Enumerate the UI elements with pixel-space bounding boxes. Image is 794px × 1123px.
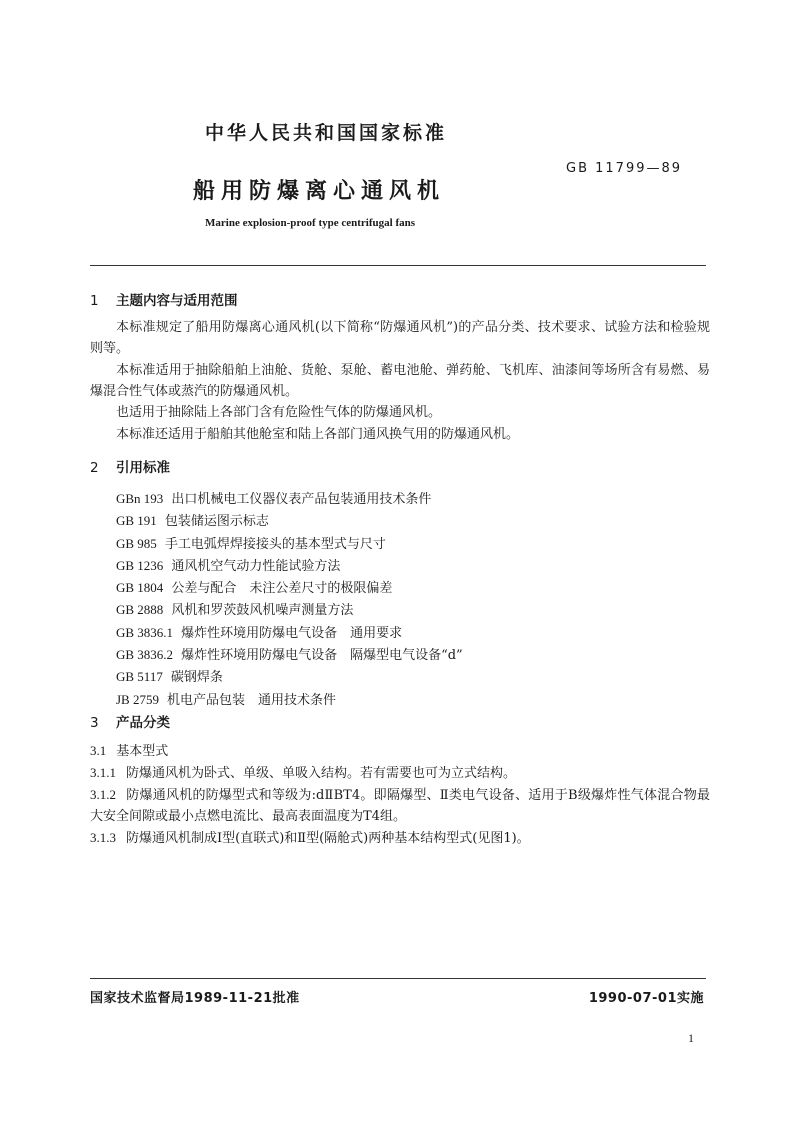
header-divider <box>90 265 706 266</box>
national-standard-heading: 中华人民共和国国家标准 <box>205 122 448 144</box>
clause-text: 基本型式 <box>116 744 169 759</box>
list-item <box>116 577 463 599</box>
list-item <box>116 533 463 555</box>
approval-date: 国家技术监督局1989-11-21批准 <box>90 991 300 1006</box>
section-number: 3 <box>90 715 99 731</box>
section-title: 主题内容与适用范围 <box>116 293 238 309</box>
standard-code: JB 2759 <box>116 691 159 707</box>
clause <box>90 762 710 784</box>
section-title: 引用标准 <box>116 460 170 476</box>
section-1-heading <box>90 289 238 309</box>
list-item <box>116 644 463 666</box>
clause-number: 3.1.2 <box>90 787 116 802</box>
standard-code: GB 2888 <box>116 602 164 618</box>
list-item <box>116 510 463 532</box>
clause-text: 防爆通风机的防爆型式和等级为:dⅡBT4。即隔爆型、Ⅱ类电气设备、适用于B级爆炸性气体混合物最大安全间隙或最小点燃电流比、最高表面温度为T4组。 <box>90 788 710 824</box>
clause <box>90 740 710 762</box>
footer-divider <box>90 978 706 979</box>
document-title-english: Marine explosion-proof type centrifugal fans <box>205 217 416 229</box>
list-item <box>116 622 463 644</box>
standard-name: 爆炸性环境用防爆电气设备 通用要求 <box>181 625 403 641</box>
clause-number: 3.1 <box>90 743 107 758</box>
standard-name: 机电产品包装 通用技术条件 <box>166 692 336 708</box>
clause <box>90 827 710 849</box>
standard-code: GB 1236 <box>116 557 164 573</box>
standard-code: GB 3836.1 <box>116 624 174 640</box>
standard-name: 碳钢焊条 <box>170 670 223 686</box>
paragraph: 本标准适用于抽除船舶上油舱、货舱、泵舱、蓄电池舱、弹药舱、飞机库、油漆间等场所含有易燃、易爆混合性气体或蒸汽的防爆通风机。 <box>90 363 710 399</box>
standard-name: 手工电弧焊焊接接头的基本型式与尺寸 <box>164 536 386 552</box>
standard-name: 公差与配合 未注公差尺寸的极限偏差 <box>171 581 393 597</box>
referenced-standards-list <box>116 488 463 711</box>
standard-code: GBn 193 <box>116 491 164 506</box>
standard-code: GB 5117 <box>116 669 163 685</box>
standard-number: GB 11799—89 <box>566 161 683 176</box>
section-number: 2 <box>90 460 99 476</box>
clause-text: 防爆通风机为卧式、单级、单吸入结构。若有需要也可为立式结构。 <box>126 766 517 781</box>
section-title: 产品分类 <box>116 715 170 731</box>
paragraph: 本标准还适用于船舶其他舱室和陆上各部门通风换气用的防爆通风机。 <box>116 427 520 442</box>
standard-code: GB 3836.2 <box>116 647 174 663</box>
standard-code: GB 191 <box>116 513 157 529</box>
list-item <box>116 555 463 577</box>
standard-name: 出口机械电工仪器仪表产品包装通用技术条件 <box>171 492 432 507</box>
list-item <box>116 666 463 688</box>
paragraph: 也适用于抽除陆上各部门含有危险性气体的防爆通风机。 <box>116 405 442 420</box>
standard-code: GB 985 <box>116 535 157 551</box>
list-item <box>116 599 463 621</box>
list-item <box>116 488 463 510</box>
clause-number: 3.1.3 <box>90 830 116 845</box>
clause <box>90 784 710 827</box>
clause-text: 防爆通风机制成Ⅰ型(直联式)和Ⅱ型(隔舱式)两种基本结构型式(见图1)。 <box>126 831 530 846</box>
standard-name: 通风机空气动力性能试验方法 <box>171 558 341 574</box>
list-item <box>116 689 463 711</box>
document-title: 船用防爆离心通风机 <box>193 179 446 204</box>
standard-name: 包装储运图示标志 <box>164 514 269 530</box>
paragraph: 本标准规定了船用防爆离心通风机(以下简称“防爆通风机”)的产品分类、技术要求、试验方法和检验规则等。 <box>90 320 710 356</box>
section-2-heading <box>90 456 170 476</box>
section-number: 1 <box>90 293 99 309</box>
page-number: 1 <box>688 1031 694 1045</box>
clause-number: 3.1.1 <box>90 765 116 780</box>
effective-date: 1990-07-01实施 <box>588 991 704 1006</box>
standard-name: 爆炸性环境用防爆电气设备 隔爆型电气设备“d” <box>181 648 463 664</box>
section-3-heading <box>90 711 170 731</box>
standard-code: GB 1804 <box>116 580 164 596</box>
standard-name: 风机和罗茨鼓风机噪声测量方法 <box>171 603 354 619</box>
